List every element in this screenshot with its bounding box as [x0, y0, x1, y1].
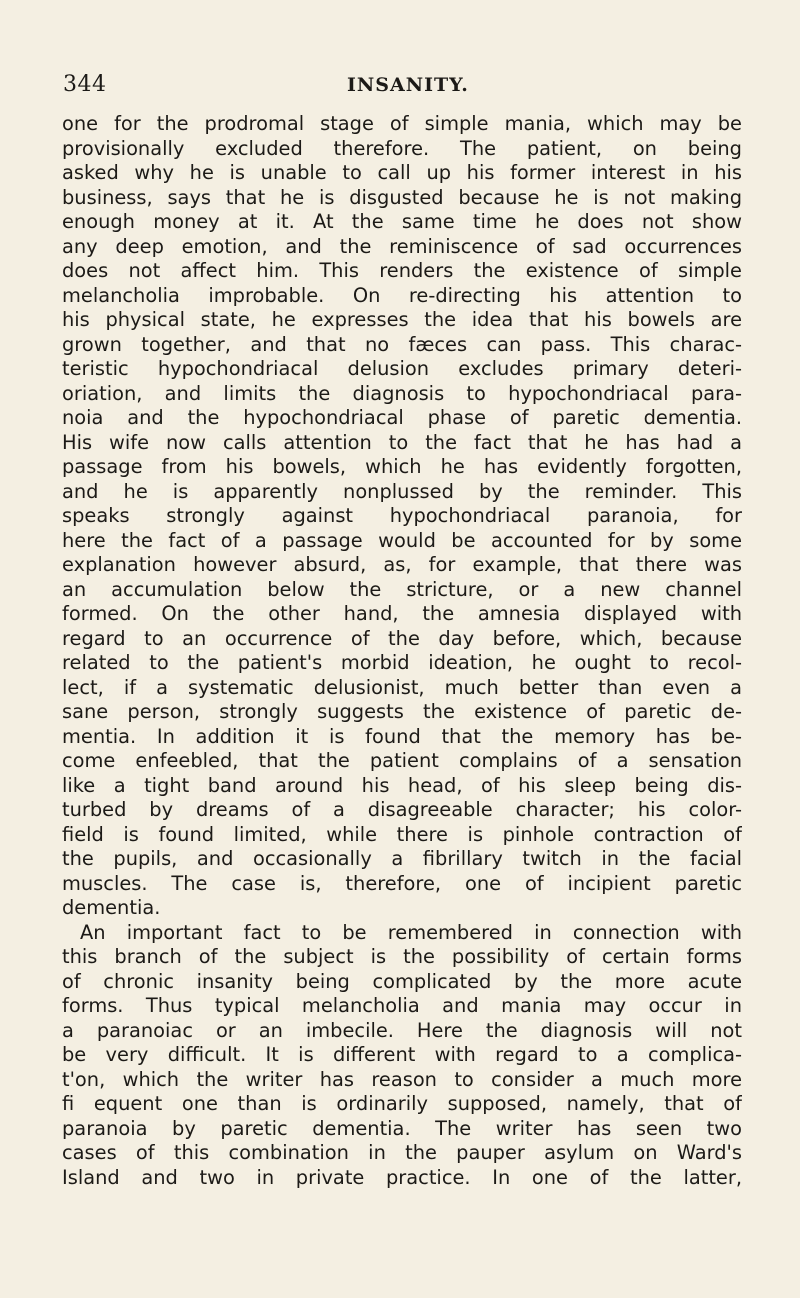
text-line: passage from his bowels, which he has evidently forgotten, — [62, 455, 742, 478]
text-line: melancholia improbable. On re-directing his attention to — [62, 283, 742, 307]
text-line: provisionally excluded therefore. The patient, on being — [62, 136, 742, 160]
text-line: be very difficult. It is different with regard to a complica- — [62, 1043, 742, 1066]
text-line: turbed by dreams of a disagreeable character; his color- — [62, 798, 742, 821]
text-line: noia and the hypochondriacal phase of paretic dementia. — [62, 406, 742, 429]
page-number: 344 — [63, 72, 107, 97]
text-line: fi equent one than is ordinarily supposed, namely, that of — [62, 1092, 742, 1115]
text-line: grown together, and that no fæces can pass. This charac- — [62, 332, 742, 356]
text-line: this branch of the subject is the possibility of certain forms — [62, 945, 742, 968]
text-line: asked why he is unable to call up his former interest in his — [62, 161, 742, 184]
text-line: enough money at it. At the same time he does not show — [62, 210, 742, 233]
text-line: any deep emotion, and the reminiscence of sad occurrences — [62, 234, 742, 258]
running-head — [62, 60, 742, 104]
text-line: lect, if a systematic delusionist, much better than even a — [62, 675, 742, 699]
text-line: muscles. The case is, therefore, one of incipient paretic — [62, 871, 742, 895]
text-line: mentia. In addition it is found that the memory has be- — [62, 724, 742, 748]
text-line: like a tight band around his head, of his sleep being dis- — [62, 773, 742, 797]
text-line: oriation, and limits the diagnosis to hypochondriacal para- — [62, 381, 742, 405]
text-line: forms. Thus typical melancholia and mania may occur in — [62, 994, 742, 1017]
text-line: come enfeebled, that the patient complains of a sensation — [62, 749, 742, 772]
text-line: here the fact of a passage would be accounted for by some — [62, 528, 742, 552]
text-line: teristic hypochondriacal delusion excludes primary deteri- — [62, 357, 742, 380]
text-line: His wife now calls attention to the fact that he has had a — [62, 430, 742, 454]
book-page — [62, 60, 742, 1190]
text-line: paranoia by paretic dementia. The writer has seen two — [62, 1116, 742, 1140]
text-line: an accumulation below the stricture, or a new channel — [62, 577, 742, 601]
text-line: dementia. — [62, 896, 161, 919]
text-line: and he is apparently nonplussed by the reminder. This — [62, 479, 742, 503]
text-line: formed. On the other hand, the amnesia displayed with — [62, 602, 742, 625]
text-line: does not affect him. This renders the existence of simple — [62, 259, 742, 282]
text-line: the pupils, and occasionally a fibrillary twitch in the facial — [62, 847, 742, 870]
text-line: his physical state, he expresses the idea that his bowels are — [62, 308, 742, 331]
text-line: business, says that he is disgusted because he is not making — [62, 185, 742, 209]
text-line: field is found limited, while there is pinhole contraction of — [62, 822, 742, 846]
text-line: speaks strongly against hypochondriacal paranoia, for — [62, 504, 742, 527]
text-line: sane person, strongly suggests the existence of paretic de- — [62, 700, 742, 723]
text-line: Island and two in private practice. In one of the latter, — [62, 1165, 742, 1189]
text-line: one for the prodromal stage of simple mania, which may be — [62, 112, 742, 135]
text-line: regard to an occurrence of the day before, which, because — [62, 626, 742, 650]
text-line: explanation however absurd, as, for example, that there was — [62, 553, 742, 576]
text-line: t'on, which the writer has reason to consider a much more — [62, 1067, 742, 1091]
text-line: related to the patient's morbid ideation, he ought to recol- — [62, 651, 742, 674]
running-title: INSANITY. — [347, 74, 469, 96]
text-line: of chronic insanity being complicated by the more acute — [62, 969, 742, 993]
body-text — [62, 112, 742, 1190]
text-line: An important fact to be remembered in connection with — [80, 920, 742, 944]
text-line: a paranoiac or an imbecile. Here the diagnosis will not — [62, 1018, 742, 1042]
text-line: cases of this combination in the pauper asylum on Ward's — [62, 1141, 742, 1164]
